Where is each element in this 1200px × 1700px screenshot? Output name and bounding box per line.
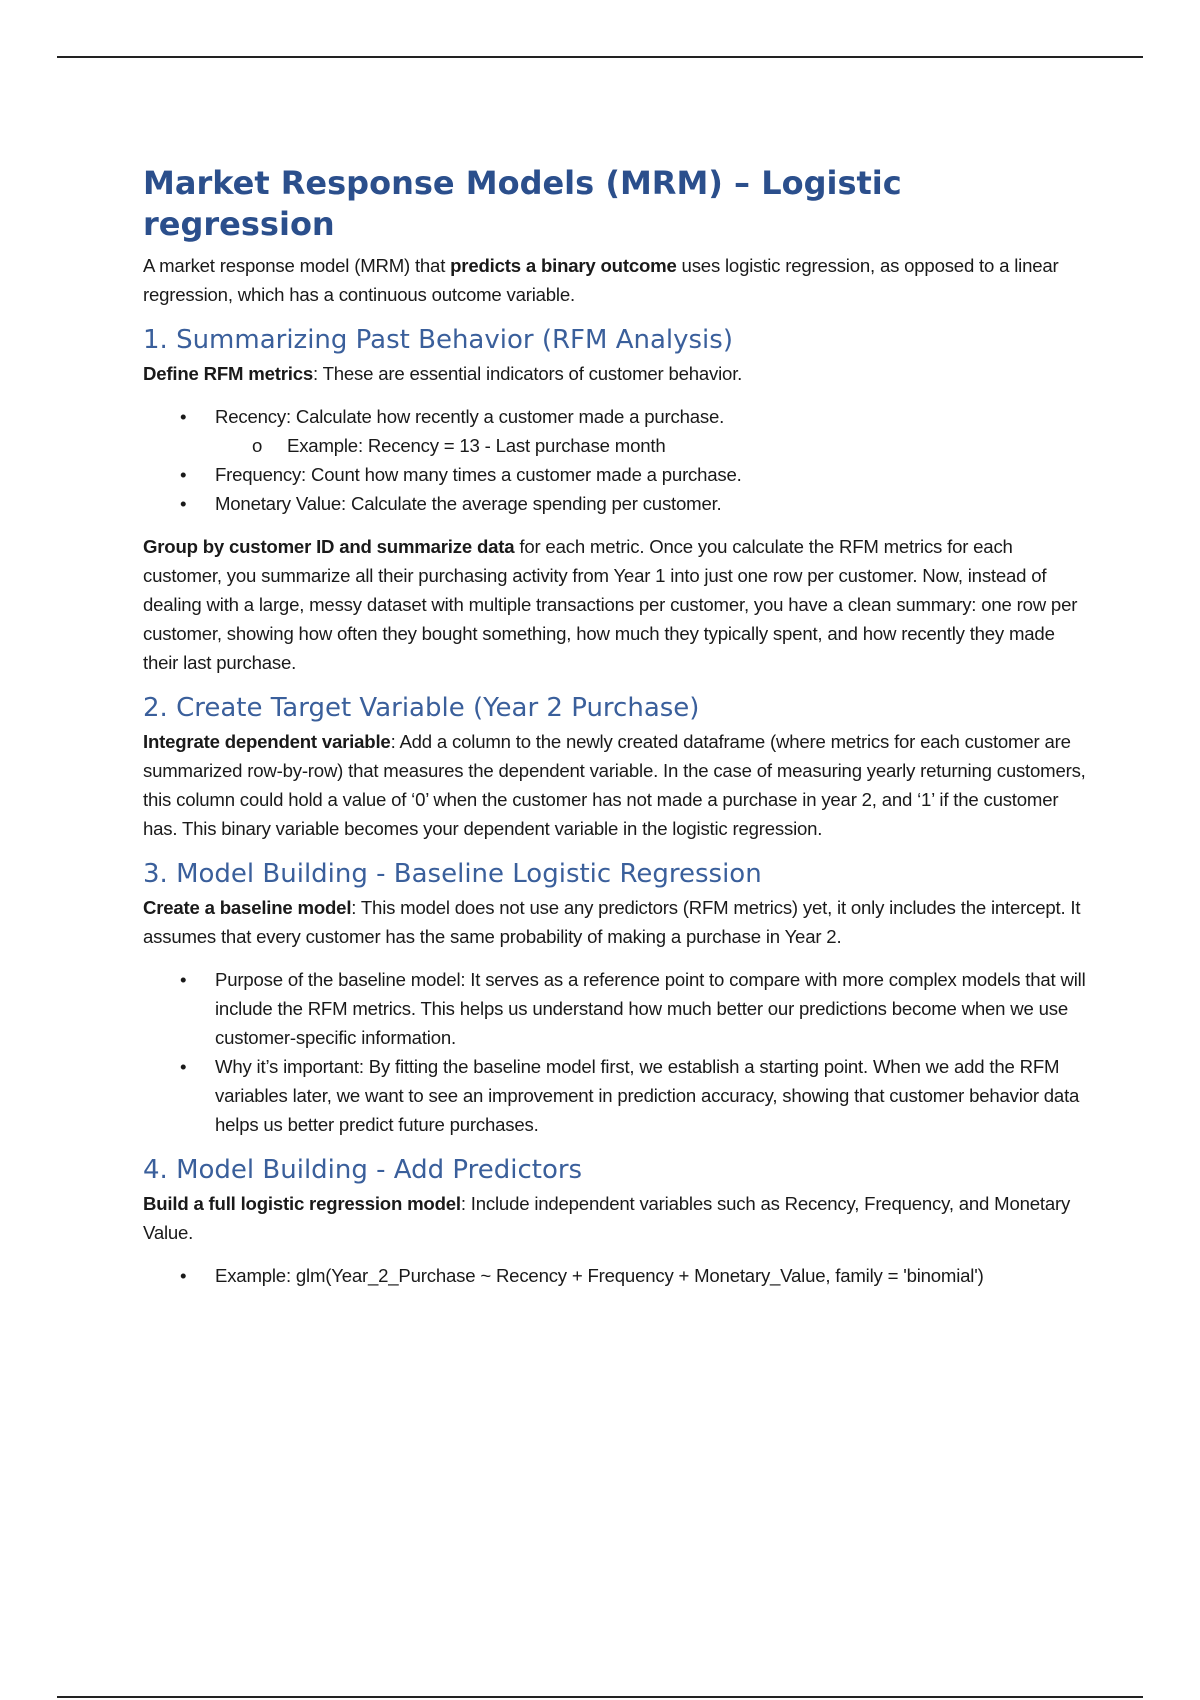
page-title: Market Response Models (MRM) – Logistic regression bbox=[143, 164, 902, 243]
intro-text: A market response model (MRM) that bbox=[143, 255, 451, 276]
section2-lead-bold: Integrate dependent variable bbox=[143, 731, 391, 752]
list-item-text: Purpose of the baseline model: It serves as a reference point to compare with more complex models that will include the RFM metrics. This helps us understand how much better our predictions become when we use customer-specific information. bbox=[215, 969, 1086, 1048]
predictors-bullet-list bbox=[143, 1261, 1093, 1290]
bullet-icon: • bbox=[180, 493, 187, 514]
list-item bbox=[143, 1052, 1093, 1139]
section3-paragraph bbox=[143, 893, 1093, 951]
section1-lead-bold: Define RFM metrics bbox=[143, 363, 313, 384]
list-item bbox=[143, 402, 1093, 460]
section1-group-bold: Group by customer ID and summarize data bbox=[143, 536, 515, 557]
bullet-icon: • bbox=[180, 406, 187, 427]
sub-bullet-list bbox=[215, 431, 1093, 460]
list-item bbox=[143, 965, 1093, 1052]
list-item bbox=[143, 460, 1093, 489]
section2-lead-text: : Add a column to the newly created dataframe (where metrics for each customer are summarized row-by-row) that measures the dependent variable. In the case of measuring yearly returning customers, this column could hold a value of ‘0’ when the customer has not made a purchase in year 2, and ‘1’ if the customer has. This binary variable becomes your dependent variable in the logistic regression. bbox=[143, 731, 1086, 839]
section1-lead-text: : These are essential indicators of customer behavior. bbox=[312, 363, 743, 384]
list-item bbox=[143, 1261, 1093, 1290]
sub-bullet-icon: o bbox=[252, 435, 263, 456]
bullet-icon: • bbox=[180, 1056, 187, 1077]
intro-text-rest: uses logistic regression, as opposed to a linear regression, which has a continuous outcome variable. bbox=[143, 255, 1059, 305]
section4-lead-bold: Build a full logistic regression model bbox=[143, 1193, 461, 1214]
list-item-text: Monetary Value: Calculate the average spending per customer. bbox=[215, 493, 722, 514]
section4-lead-text: : Include independent variables such as Recency, Frequency, and Monetary Value. bbox=[143, 1193, 1071, 1243]
intro-paragraph bbox=[143, 251, 1093, 309]
document-body bbox=[143, 163, 1093, 1304]
intro-bold: predicts a binary outcome bbox=[450, 255, 677, 276]
sub-list-item-text: Example: Recency = 13 - Last purchase month bbox=[287, 435, 666, 456]
section1-lead bbox=[143, 359, 1093, 388]
bullet-icon: • bbox=[180, 969, 187, 990]
section3-lead-text: : This model does not use any predictors (RFM metrics) yet, it only includes the intercept. It assumes that every customer has the same probability of making a purchase in Year 2. bbox=[143, 897, 1081, 947]
list-item-text: Example: glm(Year_2_Purchase ~ Recency + Frequency + Monetary_Value, family = 'binomial') bbox=[215, 1265, 984, 1286]
section3-lead-bold: Create a baseline model bbox=[143, 897, 352, 918]
bullet-icon: • bbox=[180, 1265, 187, 1286]
section1-group-text: for each metric. Once you calculate the RFM metrics for each customer, you summarize all their purchasing activity from Year 1 into just one row per customer. Now, instead of dealing with a large, messy dataset with multiple transactions per customer, you have a clean summary: one row per customer, showing how often they bought something, how much they typically spent, and how recently they made their last purchase. bbox=[143, 536, 1078, 673]
section4-paragraph bbox=[143, 1189, 1093, 1247]
section1-group-paragraph bbox=[143, 532, 1093, 677]
section-heading-1: 1. Summarizing Past Behavior (RFM Analysis) bbox=[143, 325, 733, 355]
header-rule bbox=[57, 56, 1143, 58]
section-heading-4: 4. Model Building - Add Predictors bbox=[143, 1155, 583, 1185]
section-heading-3: 3. Model Building - Baseline Logistic Regression bbox=[143, 859, 762, 889]
footer-rule bbox=[57, 1696, 1143, 1698]
sub-list-item bbox=[215, 431, 1093, 460]
bullet-icon: • bbox=[180, 464, 187, 485]
baseline-bullet-list bbox=[143, 965, 1093, 1139]
list-item bbox=[143, 489, 1093, 518]
rfm-bullet-list bbox=[143, 402, 1093, 518]
list-item-text: Recency: Calculate how recently a customer made a purchase. bbox=[215, 406, 725, 427]
section-heading-2: 2. Create Target Variable (Year 2 Purchase) bbox=[143, 693, 700, 723]
list-item-text: Frequency: Count how many times a customer made a purchase. bbox=[215, 464, 742, 485]
list-item-text: Why it’s important: By fitting the baseline model first, we establish a starting point. When we add the RFM variables later, we want to see an improvement in prediction accuracy, showing that customer behavior data helps us better predict future purchases. bbox=[215, 1056, 1080, 1135]
section2-paragraph bbox=[143, 727, 1093, 843]
